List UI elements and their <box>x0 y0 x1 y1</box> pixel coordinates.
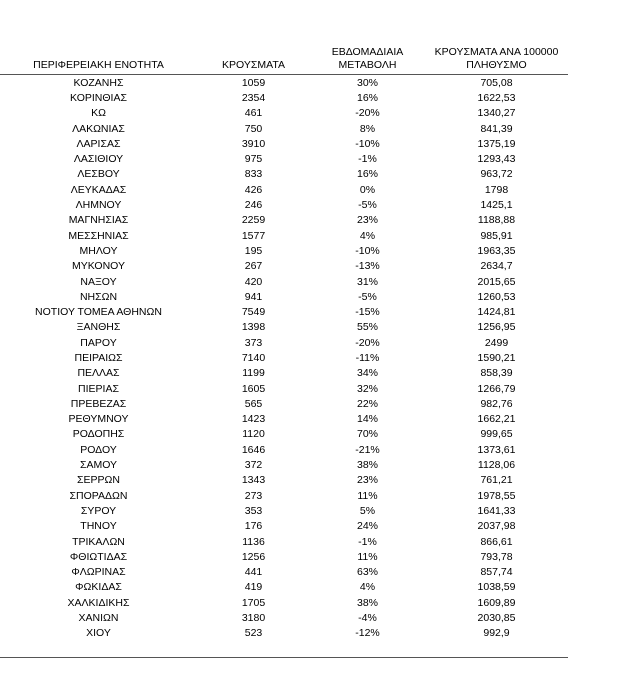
cases-cell: 419 <box>244 581 263 594</box>
per100k-cell: 1293,43 <box>477 153 516 166</box>
weekly-change-cell: 22% <box>356 397 378 410</box>
per100k-cell: 1188,88 <box>477 214 516 227</box>
weekly-change-cell: 38% <box>356 596 378 609</box>
cases-cell: 833 <box>244 168 263 181</box>
weekly-change-cell: -11% <box>355 351 380 364</box>
region-cell: ΣΠΟΡΑΔΩΝ <box>69 489 128 502</box>
table-row <box>0 626 568 641</box>
cases-cell: 2354 <box>241 91 266 104</box>
region-cell: ΤΗΝΟΥ <box>80 520 117 533</box>
region-cell: ΧΑΛΚΙΔΙΚΗΣ <box>67 596 130 609</box>
region-cell: ΝΑΞΟΥ <box>80 275 117 288</box>
weekly-change-cell: 4% <box>359 581 376 594</box>
cases-cell: 1398 <box>241 321 266 334</box>
weekly-change-cell: -20% <box>355 336 380 349</box>
region-cell: ΜΑΓΝΗΣΙΑΣ <box>68 214 129 227</box>
per100k-cell: 1641,33 <box>477 504 516 517</box>
region-cell: ΝΗΣΩΝ <box>79 290 118 303</box>
weekly-change-cell: 63% <box>356 566 378 579</box>
per100k-cell: 866,61 <box>480 535 513 548</box>
per100k-cell: 2030,85 <box>477 612 516 625</box>
table-row <box>0 610 568 625</box>
cases-cell: 3910 <box>241 137 266 150</box>
region-cell: ΡΟΔΟΥ <box>80 443 117 456</box>
weekly-change-cell: -1% <box>358 535 377 548</box>
per100k-cell: 999,65 <box>480 428 513 441</box>
weekly-change-cell: -5% <box>358 199 377 212</box>
region-cell: ΠΙΕΡΙΑΣ <box>78 382 119 395</box>
weekly-change-cell: 32% <box>356 382 378 395</box>
per100k-cell: 705,08 <box>480 76 513 89</box>
cases-cell: 523 <box>244 627 263 640</box>
region-cell: ΡΕΘΥΜΝΟΥ <box>68 413 129 426</box>
cases-cell: 353 <box>244 504 263 517</box>
per100k-cell: 1963,35 <box>477 244 516 257</box>
weekly-change-cell: 14% <box>356 413 378 426</box>
table-row <box>0 519 568 534</box>
cases-cell: 1423 <box>241 413 266 426</box>
table-row <box>0 197 568 212</box>
per100k-cell: 963,72 <box>480 168 513 181</box>
per100k-cell: 1425,1 <box>480 199 513 212</box>
cases-cell: 941 <box>244 290 263 303</box>
cases-cell: 1343 <box>241 474 266 487</box>
weekly-change-cell: 8% <box>359 122 376 135</box>
table-row <box>0 259 568 274</box>
per100k-cell: 858,39 <box>480 367 513 380</box>
cases-cell: 1199 <box>242 367 265 380</box>
table-row <box>0 289 568 304</box>
table-header <box>0 42 568 75</box>
weekly-change-cell: -10% <box>355 244 380 257</box>
region-cell: ΠΕΛΛΑΣ <box>77 367 120 380</box>
weekly-change-cell: 11% <box>357 489 378 502</box>
weekly-change-cell: 34% <box>356 367 378 380</box>
cases-cell: 1577 <box>241 229 266 242</box>
per100k-cell: 841,39 <box>480 122 513 135</box>
cases-cell: 1256 <box>241 550 266 563</box>
weekly-change-cell: 30% <box>356 76 378 89</box>
table-row <box>0 565 568 580</box>
weekly-change-cell: 5% <box>359 504 376 517</box>
cases-cell: 373 <box>244 336 263 349</box>
per100k-cell: 1798 <box>484 183 509 196</box>
table-row <box>0 182 568 197</box>
per100k-cell: 1590,21 <box>477 351 516 364</box>
cases-cell: 1605 <box>241 382 266 395</box>
table-row <box>0 274 568 289</box>
per100k-cell: 1128,06 <box>477 459 516 472</box>
cases-cell: 7140 <box>241 351 266 364</box>
per100k-cell: 1266,79 <box>477 382 516 395</box>
header-region: ΠΕΡΙΦΕΡΕΙΑΚΗ ΕΝΟΤΗΤΑ <box>33 59 164 71</box>
weekly-change-cell: 16% <box>356 168 378 181</box>
table-row <box>0 304 568 319</box>
per100k-cell: 985,91 <box>480 229 513 242</box>
table-row <box>0 136 568 151</box>
table-row <box>0 503 568 518</box>
weekly-change-cell: 38% <box>356 459 378 472</box>
table-row <box>0 350 568 365</box>
header-per100k-line2: ΠΛΗΘΥΣΜΟ <box>466 59 527 71</box>
region-cell: ΛΑΣΙΘΙΟΥ <box>73 153 124 166</box>
cases-cell: 441 <box>244 566 263 579</box>
table-row <box>0 412 568 427</box>
table-row <box>0 366 568 381</box>
cases-cell: 420 <box>244 275 263 288</box>
region-cell: ΧΑΝΙΩΝ <box>78 612 119 625</box>
weekly-change-cell: 16% <box>356 91 378 104</box>
region-cell: ΜΥΚΟΝΟΥ <box>71 260 125 273</box>
weekly-change-cell: 0% <box>359 183 376 196</box>
region-cell: ΛΑΚΩΝΙΑΣ <box>72 122 125 135</box>
cases-cell: 461 <box>244 107 263 120</box>
per100k-cell: 2037,98 <box>477 520 516 533</box>
region-cell: ΠΕΙΡΑΙΩΣ <box>74 351 123 364</box>
weekly-change-cell: -4% <box>358 612 377 625</box>
header-weekly-change-line2: ΜΕΤΑΒΟΛΗ <box>338 59 397 71</box>
weekly-change-cell: 55% <box>356 321 378 334</box>
table-row <box>0 243 568 258</box>
weekly-change-cell: 23% <box>356 214 378 227</box>
cases-cell: 1059 <box>241 76 266 89</box>
per100k-cell: 1978,55 <box>477 489 516 502</box>
region-cell: ΚΟΡΙΝΘΙΑΣ <box>70 91 127 104</box>
region-cell: ΚΩ <box>91 107 106 120</box>
table-row <box>0 534 568 549</box>
table-row <box>0 457 568 472</box>
per100k-cell: 2499 <box>484 336 509 349</box>
cases-cell: 176 <box>244 520 263 533</box>
per100k-cell: 1373,61 <box>477 443 516 456</box>
table-row <box>0 75 568 90</box>
table-row <box>0 151 568 166</box>
weekly-change-cell: -15% <box>355 306 380 319</box>
cases-cell: 565 <box>244 397 263 410</box>
table-row <box>0 396 568 411</box>
per100k-cell: 1375,19 <box>477 137 516 150</box>
weekly-change-cell: 70% <box>356 428 378 441</box>
weekly-change-cell: 4% <box>359 229 376 242</box>
region-cell: ΜΗΛΟΥ <box>79 244 118 257</box>
table-row <box>0 167 568 182</box>
cases-cell: 7549 <box>241 306 266 319</box>
cases-cell: 273 <box>244 489 263 502</box>
per100k-cell: 1038,59 <box>477 581 516 594</box>
cases-cell: 975 <box>244 153 263 166</box>
weekly-change-cell: -13% <box>355 260 380 273</box>
header-cases-per-100k <box>425 46 568 72</box>
table-row <box>0 442 568 457</box>
per100k-cell: 1609,89 <box>477 596 516 609</box>
region-cell: ΦΛΩΡΙΝΑΣ <box>71 566 126 579</box>
cases-cell: 267 <box>244 260 263 273</box>
region-cell: ΜΕΣΣΗΝΙΑΣ <box>68 229 129 242</box>
per100k-cell: 982,76 <box>480 397 513 410</box>
region-cell: ΛΕΥΚΑΔΑΣ <box>70 183 127 196</box>
cases-table <box>0 42 568 641</box>
per100k-cell: 2015,65 <box>477 275 516 288</box>
table-body <box>0 75 568 641</box>
table-row <box>0 335 568 350</box>
table-row <box>0 106 568 121</box>
weekly-change-cell: -20% <box>355 107 380 120</box>
region-cell: ΛΗΜΝΟΥ <box>75 199 122 212</box>
region-cell: ΤΡΙΚΑΛΩΝ <box>72 535 125 548</box>
cases-cell: 1646 <box>241 443 266 456</box>
per100k-cell: 857,74 <box>480 566 513 579</box>
table-row <box>0 90 568 105</box>
header-weekly-change <box>310 46 425 72</box>
region-cell: ΡΟΔΟΠΗΣ <box>72 428 125 441</box>
header-weekly-change-line1: ΕΒΔΟΜΑΔΙΑΙΑ <box>331 46 404 58</box>
region-cell: ΝΟΤΙΟΥ ΤΟΜΕΑ ΑΘΗΝΩΝ <box>35 306 162 319</box>
cases-cell: 750 <box>244 122 263 135</box>
region-cell: ΛΑΡΙΣΑΣ <box>76 137 121 150</box>
table-row <box>0 580 568 595</box>
table-row <box>0 121 568 136</box>
header-per100k-line1: ΚΡΟΥΣΜΑΤΑ ΑΝΑ 100000 <box>434 46 559 58</box>
table-row <box>0 320 568 335</box>
weekly-change-cell: 11% <box>357 550 378 563</box>
header-cases: ΚΡΟΥΣΜΑΤΑ <box>222 59 285 71</box>
table-bottom-rule <box>0 657 568 658</box>
cases-cell: 3180 <box>241 612 266 625</box>
per100k-cell: 1260,53 <box>477 290 516 303</box>
region-cell: ΠΡΕΒΕΖΑΣ <box>70 397 127 410</box>
table-row <box>0 595 568 610</box>
per100k-cell: 2634,7 <box>480 260 513 273</box>
table-row <box>0 427 568 442</box>
cases-cell: 372 <box>244 459 263 472</box>
table-row <box>0 549 568 564</box>
table-row <box>0 473 568 488</box>
weekly-change-cell: 24% <box>356 520 378 533</box>
table-row <box>0 213 568 228</box>
region-cell: ΣΑΜΟΥ <box>79 459 118 472</box>
per100k-cell: 1256,95 <box>477 321 516 334</box>
region-cell: ΦΘΙΩΤΙΔΑΣ <box>69 550 128 563</box>
weekly-change-cell: -5% <box>358 290 377 303</box>
region-cell: ΚΟΖΑΝΗΣ <box>73 76 124 89</box>
cases-cell: 195 <box>244 244 263 257</box>
per100k-cell: 1424,81 <box>477 306 516 319</box>
region-cell: ΣΕΡΡΩΝ <box>77 474 120 487</box>
cases-cell: 1136 <box>242 535 265 548</box>
weekly-change-cell: -1% <box>358 153 377 166</box>
per100k-cell: 761,21 <box>480 474 513 487</box>
per100k-cell: 1622,53 <box>477 91 516 104</box>
weekly-change-cell: 31% <box>356 275 378 288</box>
per100k-cell: 1662,21 <box>477 413 516 426</box>
cases-cell: 246 <box>244 199 263 212</box>
cases-cell: 1120 <box>242 428 265 441</box>
cases-cell: 1705 <box>241 596 266 609</box>
table-row <box>0 381 568 396</box>
per100k-cell: 992,9 <box>483 627 510 640</box>
weekly-change-cell: 23% <box>356 474 378 487</box>
cases-cell: 426 <box>244 183 263 196</box>
region-cell: ΞΑΝΘΗΣ <box>76 321 121 334</box>
cases-cell: 2259 <box>241 214 266 227</box>
per100k-cell: 1340,27 <box>477 107 516 120</box>
weekly-change-cell: -12% <box>355 627 380 640</box>
region-cell: ΧΙΟΥ <box>86 627 111 640</box>
weekly-change-cell: -21% <box>355 443 380 456</box>
region-cell: ΣΥΡΟΥ <box>80 504 117 517</box>
region-cell: ΠΑΡΟΥ <box>80 336 117 349</box>
per100k-cell: 793,78 <box>480 550 513 563</box>
table-row <box>0 228 568 243</box>
region-cell: ΛΕΣΒΟΥ <box>77 168 120 181</box>
region-cell: ΦΩΚΙΔΑΣ <box>75 581 122 594</box>
weekly-change-cell: -10% <box>355 137 380 150</box>
table-row <box>0 488 568 503</box>
